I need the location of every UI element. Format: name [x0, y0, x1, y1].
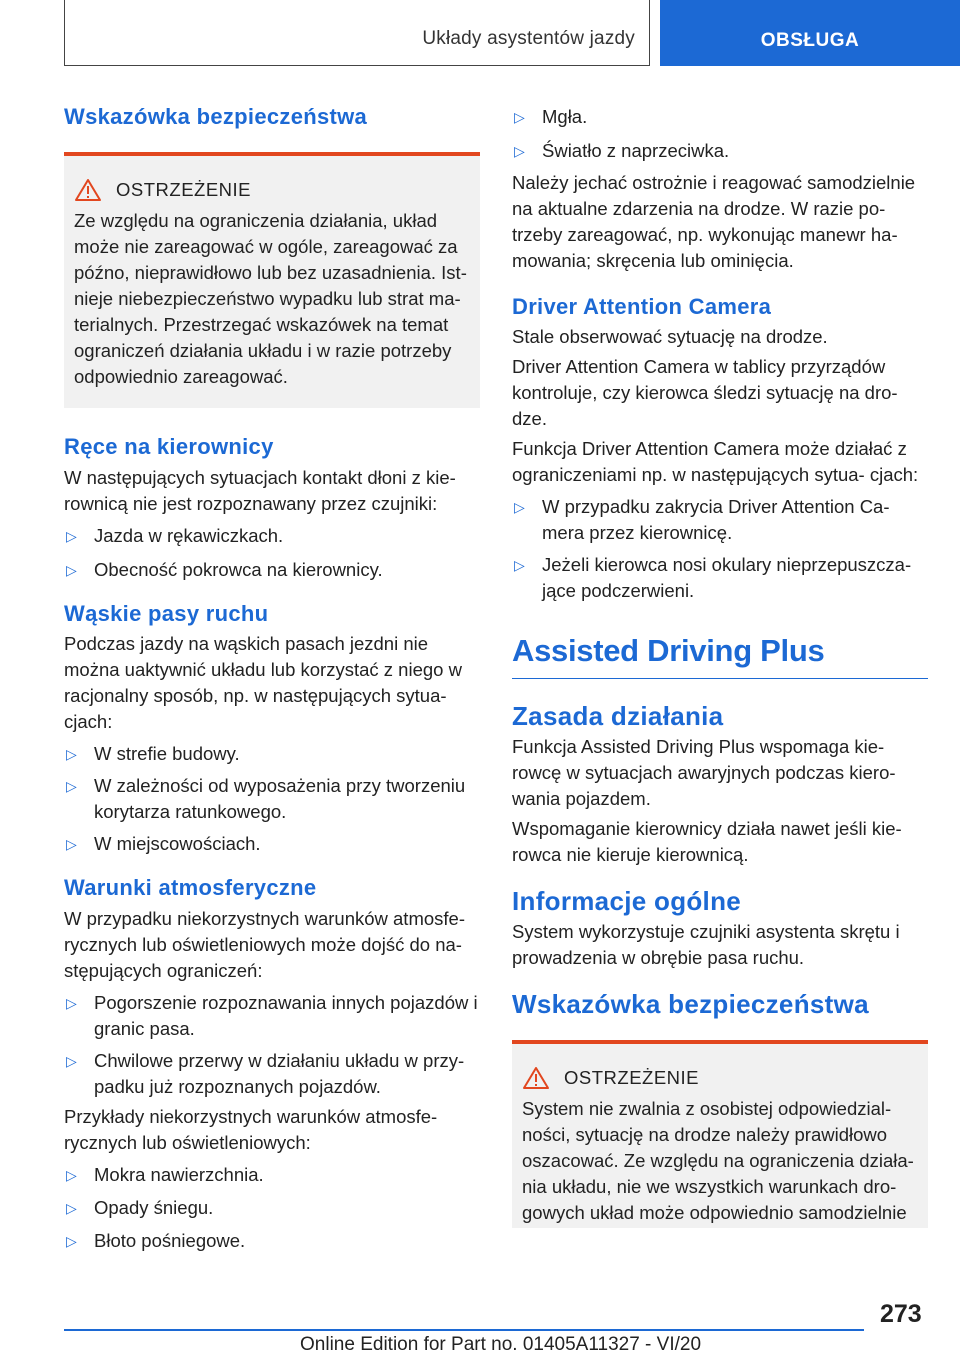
paragraph-principle-2: Wspomaganie kierownicy działa nawet jeśli kie- rowca nie kieruje kierownicą.: [512, 817, 902, 865]
bullet-triangle-icon: ▷: [514, 109, 525, 125]
list-item: ▷ Mgła.: [512, 104, 928, 130]
list-dac: [512, 494, 928, 604]
warning-triangle-icon: [522, 1066, 550, 1090]
warning-text: Ze względu na ograniczenia działania, układ może nie zareagować w ogóle, zareagować za późno, nieprawidłowo lub bez uzasadnienia. Ist- nieje niebezpieczeństwo wypadku lub strat ma- terialnych. Przestrzegać wskazówek na temat ograniczeń działania układu i w razie potrzeby odpowiednio zareagować.: [74, 210, 467, 388]
bullet-triangle-icon: ▷: [66, 561, 77, 578]
heading-weather: Warunki atmosferyczne: [64, 875, 317, 901]
paragraph-weather-2: Przykłady niekorzystnych warunków atmosfe- rycznych lub oświetleniowych:: [64, 1105, 438, 1153]
list-item: ▷ Błoto pośniegowe.: [64, 1228, 480, 1254]
paragraph-dac-3: Funkcja Driver Attention Camera może działać z ograniczeniami np. w następujących sytua- cjach:: [512, 438, 919, 486]
warning-triangle-icon: [74, 178, 102, 202]
bullet-triangle-icon: ▷: [66, 527, 77, 544]
paragraph-drive-carefully: Należy jechać ostrożnie i reagować samodzielnie na aktualne zdarzenia na drodze. W razie po- trzeby zareagować, np. wykonując manewr ha- mowania; skręcenia lub ominięcia.: [512, 172, 916, 271]
bullet-triangle-icon: ▷: [66, 836, 77, 853]
bullet-triangle-icon: ▷: [66, 1166, 77, 1183]
list-item: ▷ Chwilowe przerwy w działaniu układu w przy- padku już rozpoznanych pojazdów.: [66, 1049, 465, 1097]
warning-title: OSTRZEŻENIE: [564, 1067, 700, 1089]
bullet-triangle-icon: ▷: [66, 1199, 77, 1216]
list-item: ▷ Jazda w rękawiczkach.: [64, 523, 480, 549]
list-item: ▷ Jeżeli kierowca nosi okulary nieprzepuszcza- jące podczerwieni.: [514, 554, 912, 602]
right-column: [512, 104, 928, 1228]
list-weather-continued: [512, 104, 928, 164]
footer-divider: [64, 1329, 864, 1331]
heading-driver-attention-camera: Driver Attention Camera: [512, 294, 772, 319]
heading-safety-note-2: Wskazówka bezpieczeństwa: [512, 988, 869, 1019]
list-weather-1: [64, 990, 480, 1100]
warning-header: [74, 178, 470, 202]
list-item: ▷ W miejscowościach.: [64, 831, 480, 857]
list-item: ▷ Obecność pokrowca na kierownicy.: [64, 557, 480, 583]
list-hands: [64, 523, 480, 583]
warning-text: System nie zwalnia z osobistej odpowiedzial- ności, sytuację na drodze należy prawidłowo oszacować. Ze względu na ograniczenia działa- nia układu, nie we wszystkich warunkach dro- gowych układ może odpowiednio samodzielnie: [522, 1098, 914, 1224]
list-item: ▷ Pogorszenie rozpoznawania innych pojazdów i granic pasa.: [66, 991, 478, 1039]
paragraph-weather-1: W przypadku niekorzystnych warunków atmosfe- rycznych lub oświetleniowych może dojść do na- stępujących ograniczeń:: [64, 907, 465, 981]
bullet-triangle-icon: ▷: [514, 499, 525, 516]
list-item: ▷ W zależności od wyposażenia przy tworzeniu korytarza ratunkowego.: [66, 775, 466, 823]
heading-general-info: Informacje ogólne: [512, 885, 742, 916]
bullet-triangle-icon: ▷: [514, 557, 525, 574]
chapter-tab: [660, 0, 960, 66]
section-title: Układy asystentów jazdy: [422, 28, 635, 49]
list-item: ▷ W strefie budowy.: [64, 741, 480, 767]
chapter-tab-label: OBSŁUGA: [760, 30, 860, 51]
list-item: ▷ Mokra nawierzchnia.: [64, 1162, 480, 1188]
heading-hands-on-wheel: Ręce na kierownicy: [64, 434, 274, 460]
list-weather-2: [64, 1162, 480, 1254]
footer-edition: [300, 1334, 701, 1356]
heading-principle: Zasada działania: [512, 700, 724, 731]
list-item: ▷ Opady śniegu.: [64, 1195, 480, 1221]
edition-text: Online Edition for Part no. 01405A11327 - VI/20: [300, 1334, 702, 1355]
heading-assisted-driving-plus: Assisted Driving Plus: [512, 632, 928, 678]
warning-title: OSTRZEŻENIE: [116, 179, 252, 201]
list-narrow: [64, 741, 480, 857]
page-number: 273: [880, 1300, 922, 1328]
paragraph-general: System wykorzystuje czujniki asystenta skrętu i prowadzenia w obrębie pasa ruchu.: [512, 920, 900, 968]
paragraph-dac-1: Stale obserwować sytuację na drodze.: [512, 326, 828, 348]
warning-box: [64, 152, 480, 408]
list-item: ▷ Światło z naprzeciwka.: [512, 138, 928, 164]
left-column: [64, 94, 480, 1254]
bullet-triangle-icon: ▷: [66, 778, 77, 795]
header-section-box: [64, 0, 650, 66]
heading-narrow-lanes: Wąskie pasy ruchu: [64, 600, 269, 626]
warning-header: [522, 1066, 918, 1090]
paragraph-principle-1: Funkcja Assisted Driving Plus wspomaga kie- rowcę w sytuacjach awaryjnych podczas kiero- wania pojazdem.: [512, 735, 896, 809]
paragraph-dac-2: Driver Attention Camera w tablicy przyrządów kontroluje, czy kierowca śledzi sytuację na dro- dze.: [512, 356, 898, 430]
bullet-triangle-icon: ▷: [66, 1232, 77, 1249]
warning-box: [512, 1040, 928, 1228]
heading-safety-note: Wskazówka bezpieczeństwa: [64, 104, 368, 129]
bullet-triangle-icon: ▷: [514, 143, 525, 159]
list-item: ▷ W przypadku zakrycia Driver Attention Ca- mera przez kierownicę.: [514, 496, 890, 544]
bullet-triangle-icon: ▷: [66, 1052, 77, 1069]
bullet-triangle-icon: ▷: [66, 746, 77, 763]
bullet-triangle-icon: ▷: [66, 994, 77, 1011]
paragraph-hands: W następujących sytuacjach kontakt dłoni z kie- rownicą nie jest rozpoznawany przez czujniki:: [64, 466, 456, 514]
paragraph-narrow: Podczas jazdy na wąskich pasach jezdni nie można uaktywnić układu lub korzystać z niego w racjonalny sposób, np. w następujących sytua- cjach:: [64, 633, 462, 733]
